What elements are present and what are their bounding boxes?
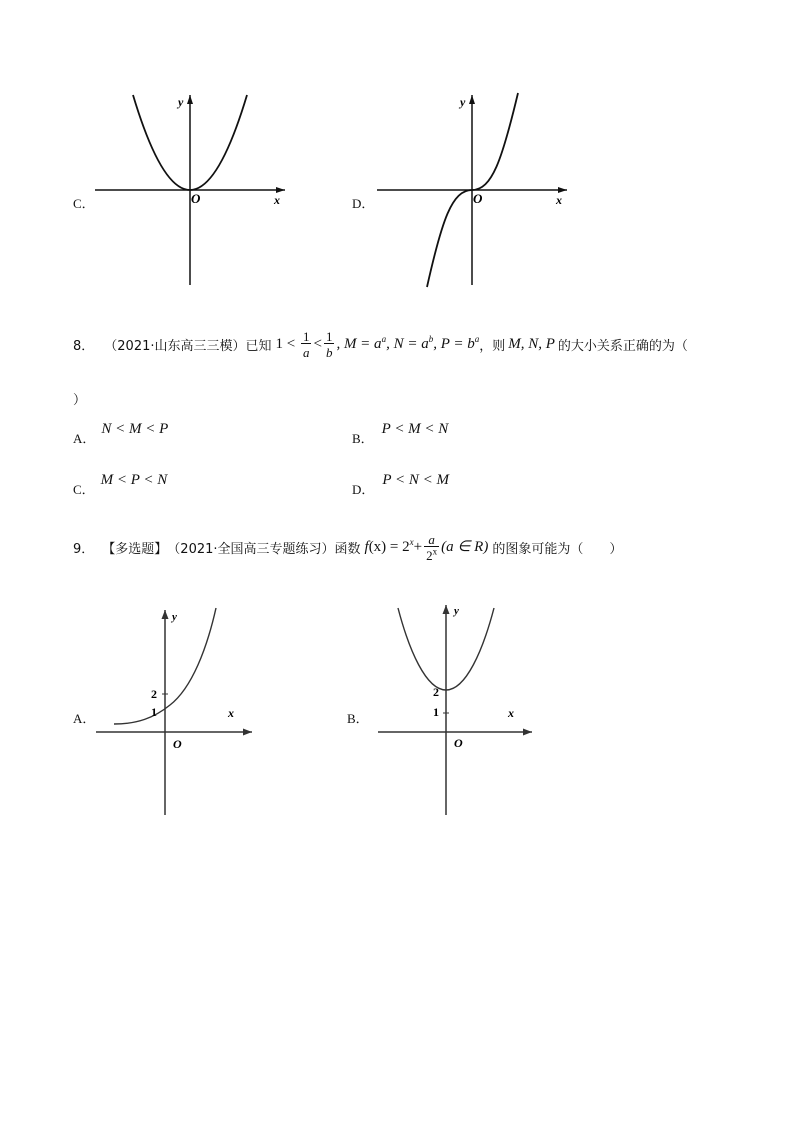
q8-source: （2021·山东高三三模）已知 <box>104 338 272 354</box>
q8-close-paren: ） <box>73 393 87 408</box>
q8-option-b-expr: P < M < N <box>381 421 449 437</box>
q9-source: （2021·全国高三专题练习）函数 <box>167 541 361 557</box>
y-axis-label: y <box>178 95 184 109</box>
q7-option-d-graph <box>372 90 572 290</box>
y-axis-label: y <box>172 611 177 623</box>
y-axis-label: y <box>454 605 459 617</box>
q8-option-d-label: D． <box>352 482 375 497</box>
x-axis-arrow <box>523 729 532 736</box>
q8-option-d-expr: P < N < M <box>382 472 450 488</box>
q8-option-b-label: B． <box>352 431 374 446</box>
q8-option-a[interactable] <box>73 418 169 446</box>
q8-frac-1-b <box>324 330 335 359</box>
origin-label: O <box>473 191 483 206</box>
q9-frac-den-base: 2 <box>426 547 433 563</box>
q8-then: ，则 <box>479 338 506 354</box>
q9-frac-den <box>424 546 439 562</box>
tick-1-label: 1 <box>433 705 439 719</box>
y-axis-arrow <box>469 95 475 104</box>
y-axis-arrow <box>443 605 450 614</box>
q9-fx-arg: (x) = 2 <box>368 538 410 555</box>
q8-option-b[interactable] <box>352 418 449 446</box>
x-axis-label: x <box>274 193 280 207</box>
q9-option-b-graph <box>374 600 544 820</box>
q8-frac-2-den: b <box>325 344 333 360</box>
q9-frac-num: a <box>428 531 435 547</box>
x-axis-label: x <box>228 706 234 720</box>
q8-def-n: , N = a <box>386 335 429 352</box>
tick-2-label: 2 <box>433 685 439 699</box>
q8-frac-2-num: 1 <box>325 328 333 344</box>
y-axis-arrow <box>187 95 193 104</box>
q8-condition: 1 < $\frac{1}{a}$ < $\frac{1}{b}$ , $M = a^a$, $N = a^b$, $P = b^a$ <box>275 328 480 360</box>
q8-exp-b: b <box>428 333 434 344</box>
q9-condition: (a ∈ R) <box>441 538 489 555</box>
y-axis-arrow <box>162 610 169 619</box>
q9-option-a-label[interactable]: A． <box>73 711 96 726</box>
q9-fx: f <box>364 538 369 555</box>
origin-label: O <box>173 737 182 751</box>
q8-option-c[interactable] <box>73 469 168 497</box>
q8-def-m: , M = a <box>336 335 382 352</box>
q8-exp-a1: a <box>381 333 387 344</box>
tick-2-label: 2 <box>151 687 157 701</box>
q8-frac-1-den: a <box>302 344 310 360</box>
q8-number: 8． <box>73 338 95 354</box>
q7-option-c-graph <box>90 90 290 290</box>
q7-option-c-label[interactable]: C． <box>73 196 95 211</box>
x-axis-arrow <box>243 729 252 736</box>
q9-stem <box>73 522 622 572</box>
origin-label: O <box>454 736 463 750</box>
q8-frac-1-a <box>301 330 312 359</box>
q8-option-c-expr: M < P < N <box>100 472 168 488</box>
q8-vars: M, N, P <box>508 335 555 352</box>
q8-stem <box>73 316 688 372</box>
q9-exp-x2: x <box>432 546 438 557</box>
y-axis-label: y <box>460 95 466 109</box>
q8-option-d[interactable] <box>352 469 450 497</box>
q8-option-c-label: C． <box>73 482 95 497</box>
q9-ask: 的图象可能为（ ） <box>492 541 623 557</box>
q9-function <box>365 533 489 562</box>
q8-frac-1-num: 1 <box>302 328 310 344</box>
q9-tag: 【多选题】 <box>102 541 168 557</box>
q8-exp-a2: a <box>474 333 480 344</box>
q9-option-a-graph <box>92 600 262 820</box>
tick-1-label: 1 <box>151 705 157 719</box>
q7-option-d-label[interactable]: D． <box>352 196 375 211</box>
x-axis-label: x <box>556 193 562 207</box>
q8-cond-lead: 1 < <box>275 335 296 352</box>
q8-def-p: , P = b <box>433 335 475 352</box>
q9-plus: + <box>413 538 423 555</box>
q8-option-a-label: A． <box>73 431 96 446</box>
q9-exp-x1: x <box>409 536 414 547</box>
q8-ask: 的大小关系正确的为（ <box>557 338 688 354</box>
origin-label: O <box>191 191 201 206</box>
q9-option-b-label[interactable]: B． <box>347 711 369 726</box>
q8-option-a-expr: N < M < P <box>101 421 169 437</box>
q9-number: 9． <box>73 541 95 557</box>
q9-frac <box>424 533 439 562</box>
x-axis-label: x <box>508 706 514 720</box>
